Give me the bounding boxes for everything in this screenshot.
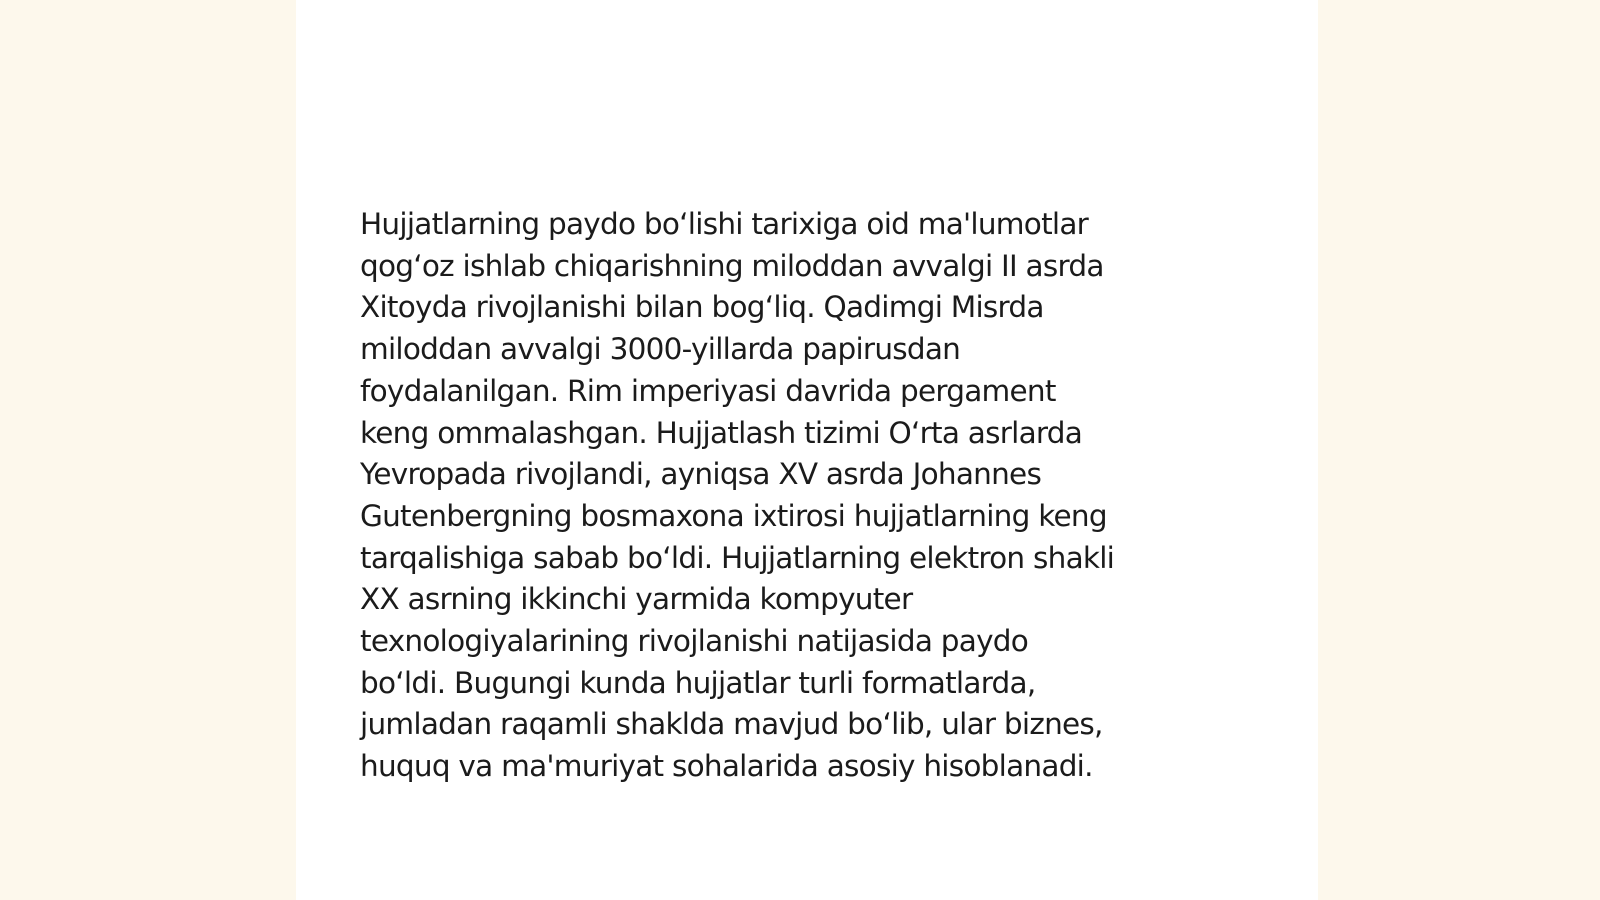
paragraph-line: texnologiyalarining rivojlanishi natijasida paydo [360,624,1029,659]
paragraph-line: bo‘ldi. Bugungi kunda hujjatlar turli formatlarda, [360,665,1036,700]
paragraph-line: XX asrning ikkinchi yarmida kompyuter [360,582,913,617]
paragraph-line: Yevropada rivojlandi, ayniqsa XV asrda Johannes [360,457,1042,492]
paragraph-line: Hujjatlarning paydo bo‘lishi tarixiga oid ma'lumotlar [360,207,1089,241]
paragraph-line: miloddan avvalgi 3000-yillarda papirusdan [360,332,961,367]
document-page [296,0,1318,900]
paragraph-line: tarqalishiga sabab bo‘ldi. Hujjatlarning elektron shakli [360,540,1115,575]
body-paragraph [360,204,1260,788]
paragraph-line: Gutenbergning bosmaxona ixtirosi hujjatlarning keng [360,498,1107,533]
paragraph-line: foydalanilgan. Rim imperiyasi davrida pergament [360,373,1056,408]
paragraph-line: huquq va ma'muriyat sohalarida asosiy hisoblanadi. [360,749,1093,784]
paragraph-line: keng ommalashgan. Hujjatlash tizimi O‘rta asrlarda [360,415,1083,450]
paragraph-line: qog‘oz ishlab chiqarishning miloddan avvalgi II asrda [360,248,1104,283]
paragraph-line: Xitoyda rivojlanishi bilan bog‘liq. Qadimgi Misrda [360,290,1044,325]
paragraph-line: jumladan raqamli shaklda mavjud bo‘lib, ular biznes, [360,707,1103,742]
